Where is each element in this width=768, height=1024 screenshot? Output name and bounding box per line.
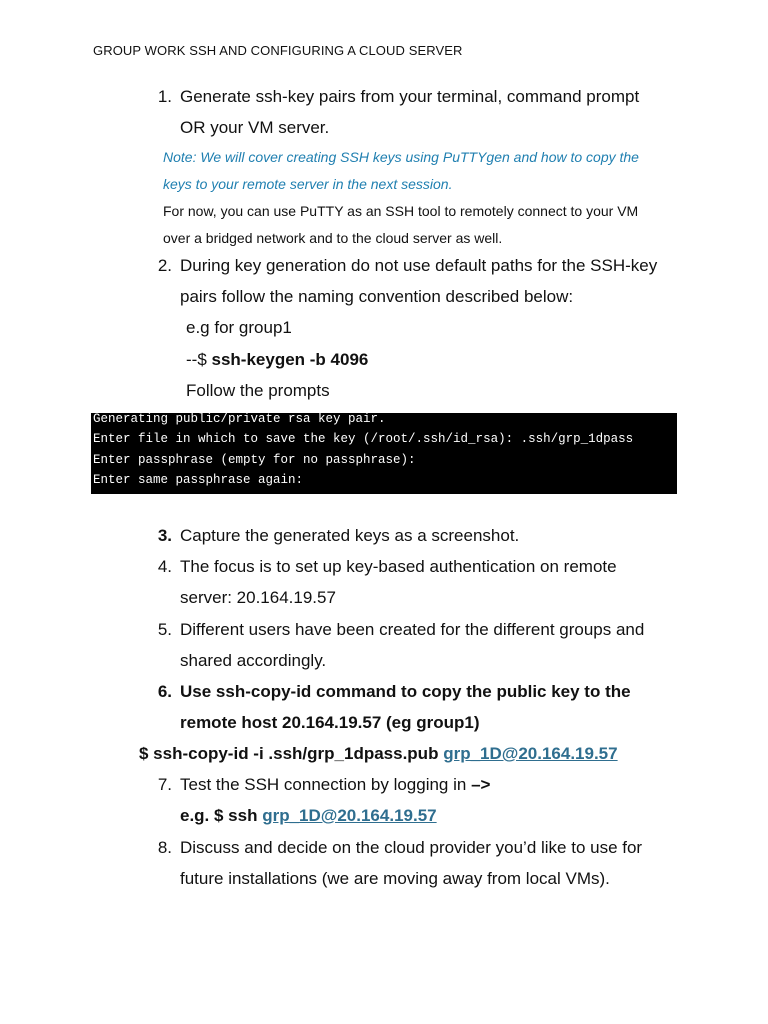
command-prefix: --$ [186,350,212,369]
step-7-line1 [180,775,490,795]
step-6-line2: remote host 20.164.19.57 (eg group1) [180,713,480,732]
step-3-number: 3. [157,526,172,545]
step-7-text: Test the SSH connection by logging in [180,775,472,794]
step-4-line1: The focus is to set up key-based authentication on remote [180,557,617,576]
terminal-line: Generating public/private rsa key pair. [93,412,386,426]
step-4-line2: server: 20.164.19.57 [180,588,336,607]
step-4-number: 4. [157,557,172,576]
step-3-text: Capture the generated keys as a screenshot. [180,526,520,545]
fornow-line1: For now, you can use PuTTY as an SSH tool to remotely connect to your VM [163,203,639,219]
step-2-line1: During key generation do not use default paths for the SSH-key [180,256,658,275]
step-2-line2: pairs follow the naming convention described below: [180,287,574,306]
step-2-prompts: Follow the prompts [186,381,330,400]
terminal-line: Enter passphrase (empty for no passphrase): [93,453,416,467]
step-2-example: e.g for group1 [186,318,292,337]
note-line1: Note: We will cover creating SSH keys using PuTTYgen and how to copy the [163,149,639,165]
step-1-line2: OR your VM server. [180,118,330,137]
document-header: GROUP WORK SSH AND CONFIGURING A CLOUD SERVER [93,43,463,58]
ssh-host-link[interactable]: grp_1D@20.164.19.57 [262,806,437,825]
step-8-line2: future installations (we are moving away from local VMs). [180,869,610,888]
step-6-line1: Use ssh-copy-id command to copy the public key to the [180,682,631,701]
step-8-line1: Discuss and decide on the cloud provider you’d like to use for [180,838,643,857]
ssh-keygen-command: ssh-keygen -b 4096 [211,350,369,369]
step-7-example [180,806,437,826]
copy-id-command: $ ssh-copy-id -i .ssh/grp_1dpass.pub [139,744,444,763]
fornow-line2: over a bridged network and to the cloud server as well. [163,230,503,246]
ssh-command: e.g. $ ssh [180,806,263,825]
note-line2: keys to your remote server in the next session. [163,176,453,192]
arrow-icon: –> [471,775,491,794]
step-1-line1: Generate ssh-key pairs from your terminal, command prompt [180,87,640,106]
step-5-number: 5. [157,620,172,639]
copy-id-host-link[interactable]: grp_1D@20.164.19.57 [443,744,618,763]
copy-id-command-line [139,744,618,764]
step-6-number: 6. [157,682,172,701]
step-2-number: 2. [157,256,172,275]
step-2-command [186,350,368,370]
step-8-number: 8. [157,838,172,857]
step-5-line2: shared accordingly. [180,651,327,670]
terminal-line: Enter file in which to save the key (/root/.ssh/id_rsa): .ssh/grp_1dpass [93,432,634,446]
step-5-line1: Different users have been created for the different groups and [180,620,645,639]
step-7-number: 7. [157,775,172,794]
terminal-screenshot [91,413,677,494]
step-1-number: 1. [157,87,172,106]
terminal-line: Enter same passphrase again: [93,473,304,487]
